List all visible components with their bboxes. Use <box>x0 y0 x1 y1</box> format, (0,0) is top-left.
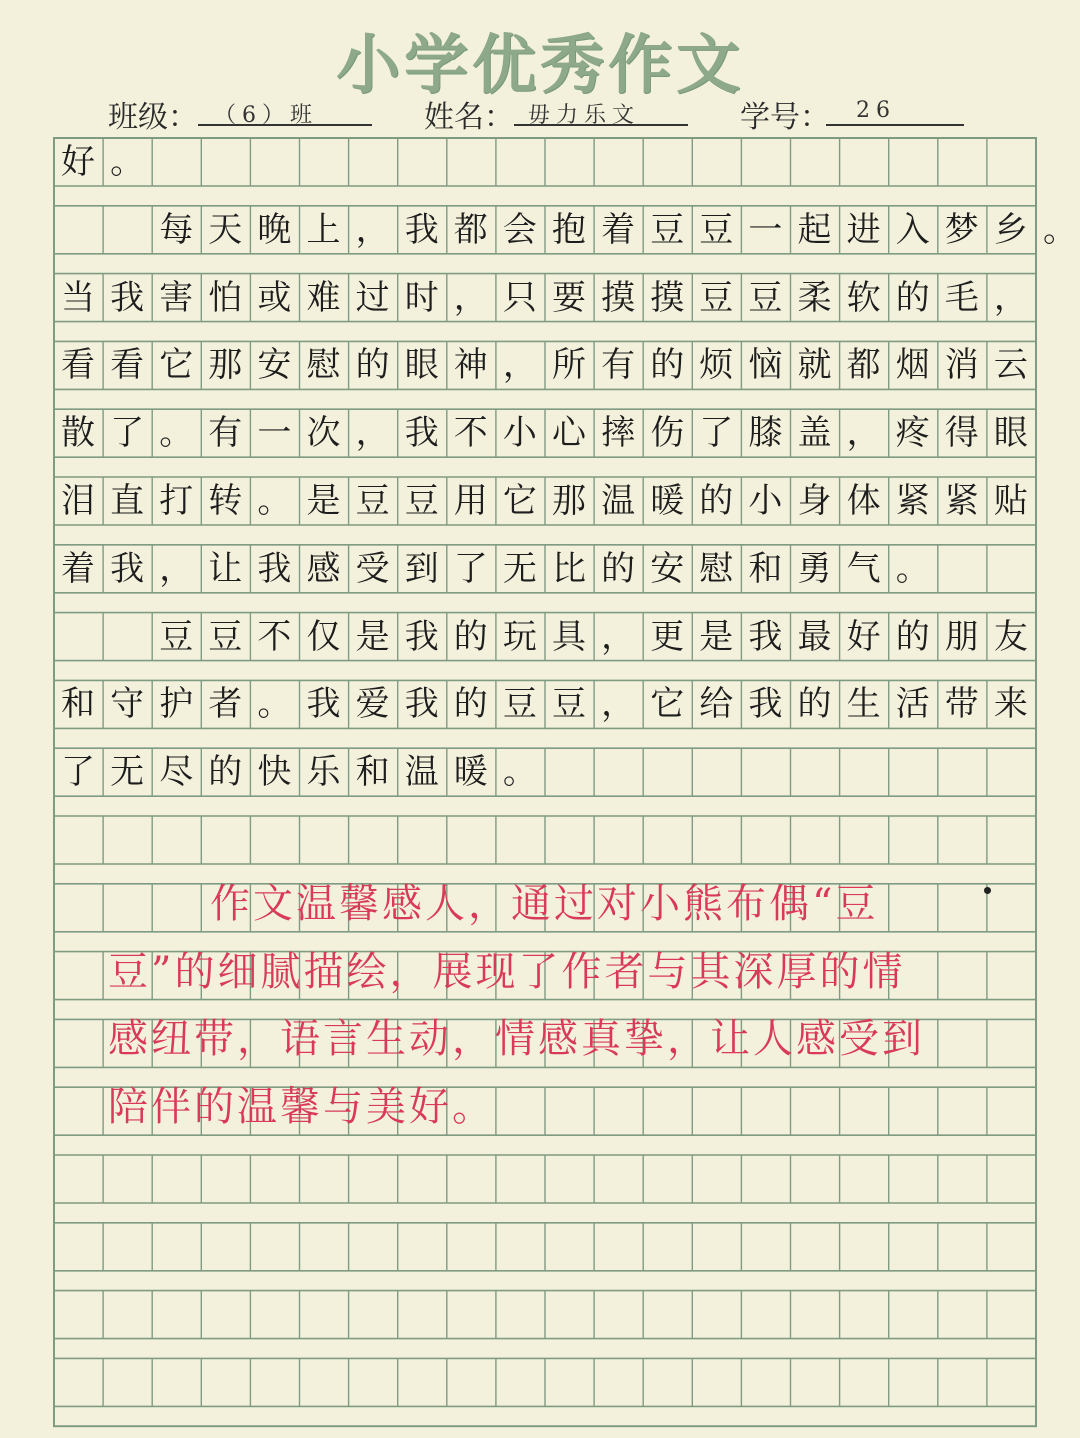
essay-char: 和 <box>748 548 783 589</box>
essay-char: 柔 <box>797 277 832 318</box>
essay-char: 我 <box>110 277 145 318</box>
essay-char: 都 <box>453 209 488 250</box>
essay-char: 着 <box>601 209 636 250</box>
essay-char: 气 <box>846 548 881 589</box>
essay-char: 具 <box>552 616 586 657</box>
essay-char: 到 <box>404 548 439 589</box>
essay-char: 。 <box>502 752 537 793</box>
essay-char: 豆 <box>502 684 537 725</box>
essay-char: 豆 <box>552 684 586 725</box>
essay-char: 感 <box>306 548 341 589</box>
essay-char: 它 <box>650 684 685 725</box>
essay-char: ， <box>846 413 881 454</box>
page-title: 小学优秀作文 <box>336 29 744 103</box>
essay-char: 心 <box>552 413 586 454</box>
essay-char: 无 <box>110 752 145 793</box>
essay-char: 用 <box>453 481 488 521</box>
essay-char: 。 <box>159 413 194 454</box>
essay-char: 盖 <box>797 413 832 454</box>
essay-char: 小 <box>748 481 783 521</box>
name-label: 姓名： <box>424 100 514 135</box>
essay-char: 的 <box>650 345 685 386</box>
essay-char: 。 <box>257 481 292 521</box>
comment-line: 作文温馨感人，通过对小熊布偶“豆 <box>210 880 879 927</box>
essay-char: 梦 <box>944 209 979 250</box>
essay-char: 暖 <box>650 481 685 521</box>
essay-char: 安 <box>257 345 292 386</box>
essay-char: 好 <box>846 616 881 657</box>
essay-char: 天 <box>208 209 243 250</box>
essay-char: 贴 <box>993 481 1028 521</box>
essay-char: 我 <box>404 684 439 725</box>
essay-char: 晚 <box>257 209 292 250</box>
essay-char: 小 <box>502 413 537 454</box>
essay-char: 我 <box>404 413 439 454</box>
essay-char: 了 <box>453 548 488 589</box>
essay-char: 起 <box>797 209 832 250</box>
essay-char: 怕 <box>208 277 243 318</box>
essay-char: 温 <box>404 752 439 793</box>
essay-char: 安 <box>650 548 685 589</box>
essay-char: 当 <box>61 277 95 318</box>
essay-char: 不 <box>257 616 292 657</box>
number-value: 26 <box>856 98 896 123</box>
essay-char: 豆 <box>404 481 439 521</box>
essay-char: 我 <box>404 209 439 250</box>
essay-char: 我 <box>257 548 292 589</box>
essay-char: 我 <box>748 616 783 657</box>
essay-char: 我 <box>306 684 341 725</box>
essay-char: 打 <box>159 481 194 521</box>
essay-char: 快 <box>257 752 292 793</box>
essay-char: 体 <box>846 481 881 521</box>
essay-char: 尽 <box>159 752 194 793</box>
essay-char: 和 <box>61 684 95 725</box>
essay-char: 玩 <box>502 616 537 657</box>
essay-char: ， <box>993 277 1028 318</box>
essay-char: 看 <box>110 345 145 386</box>
essay-char: 一 <box>748 209 783 250</box>
essay-char: 会 <box>502 209 537 250</box>
essay-char: 是 <box>355 616 390 657</box>
essay-char: 给 <box>699 684 734 725</box>
essay-char: 那 <box>552 481 586 521</box>
essay-char: 要 <box>552 277 586 318</box>
essay-char: 慰 <box>306 345 341 386</box>
essay-char: 守 <box>110 684 145 725</box>
essay-char: 摸 <box>601 277 636 318</box>
essay-char: 恼 <box>748 345 783 386</box>
essay-char: 我 <box>404 616 439 657</box>
essay-char: 勇 <box>797 548 832 589</box>
essay-char: 是 <box>699 616 734 657</box>
essay-char: 好 <box>61 142 95 182</box>
essay-char: 的 <box>453 616 488 657</box>
essay-char: 身 <box>797 481 832 521</box>
essay-char: 是 <box>306 481 341 521</box>
essay-char: 次 <box>306 413 341 454</box>
essay-char: 不 <box>453 413 488 454</box>
essay-char: 它 <box>502 481 537 521</box>
essay-char: 豆 <box>159 616 194 657</box>
essay-char: 所 <box>552 345 586 386</box>
essay-char: 豆 <box>699 209 734 250</box>
essay-char: 仅 <box>306 616 341 657</box>
essay-char: 了 <box>110 413 145 454</box>
essay-char: 。 <box>257 684 292 725</box>
essay-char: 神 <box>453 345 488 386</box>
essay-char: 过 <box>355 277 390 318</box>
essay-char: 烟 <box>895 345 930 386</box>
essay-char: 进 <box>846 209 881 250</box>
number-label: 学号： <box>740 100 830 135</box>
essay-char: 带 <box>944 684 979 725</box>
essay-char: 豆 <box>748 277 783 318</box>
essay-char: 的 <box>208 752 243 793</box>
essay-char: 它 <box>159 345 194 386</box>
essay-char: 了 <box>699 413 734 454</box>
essay-char: 难 <box>306 277 341 318</box>
essay-char: 摔 <box>601 413 636 454</box>
essay-char: 摸 <box>650 277 685 318</box>
essay-char: 。 <box>1043 209 1077 250</box>
essay-char: 毛 <box>944 277 979 318</box>
essay-char: 温 <box>601 481 636 521</box>
essay-char: 朋 <box>944 616 979 657</box>
essay-char: 就 <box>797 345 832 386</box>
essay-char: 来 <box>993 684 1028 725</box>
essay-char: ， <box>601 684 636 725</box>
essay-char: 。 <box>895 548 930 589</box>
essay-char: ， <box>355 413 390 454</box>
essay-char: 更 <box>650 616 685 657</box>
essay-char: ， <box>355 209 390 250</box>
class-value: （6）班 <box>214 103 318 128</box>
essay-char: 友 <box>993 616 1028 657</box>
essay-char: 烦 <box>699 345 734 386</box>
essay-char: 转 <box>208 481 243 521</box>
essay-char: 活 <box>895 684 930 725</box>
essay-char: 的 <box>895 616 930 657</box>
class-label: 班级： <box>108 100 198 135</box>
name-value: 毋力乐文 <box>528 103 641 128</box>
essay-char: 的 <box>797 684 832 725</box>
comment-line: 感纽带，语言生动，情感真挚，让人感受到 <box>108 1016 925 1063</box>
essay-char: ， <box>159 548 194 589</box>
essay-char: 和 <box>355 752 390 793</box>
essay-char: 。 <box>110 142 145 182</box>
essay-char: 眼 <box>404 345 439 386</box>
essay-char: 时 <box>404 277 439 318</box>
essay-char: 那 <box>208 345 243 386</box>
essay-char: 比 <box>552 548 586 589</box>
essay-char: 豆 <box>208 616 243 657</box>
essay-char: 膝 <box>748 413 783 454</box>
essay-char: 最 <box>797 616 832 657</box>
essay-char: 我 <box>110 548 145 589</box>
essay-char: 疼 <box>895 413 930 454</box>
ink-dot <box>984 887 991 894</box>
essay-char: 只 <box>502 277 537 318</box>
essay-char: 紧 <box>944 481 979 521</box>
essay-char: 一 <box>257 413 292 454</box>
essay-char: 直 <box>110 481 145 521</box>
essay-char: ， <box>502 345 537 386</box>
essay-char: 慰 <box>699 548 734 589</box>
comment-line: 陪伴的温馨与美好。 <box>108 1084 495 1131</box>
essay-char: 害 <box>159 277 194 318</box>
essay-char: 豆 <box>650 209 685 250</box>
essay-char: 有 <box>601 345 636 386</box>
essay-char: 都 <box>846 345 881 386</box>
essay-char: 每 <box>159 209 194 250</box>
essay-char: 云 <box>993 345 1028 386</box>
essay-char: 受 <box>355 548 390 589</box>
essay-char: 软 <box>846 277 881 318</box>
essay-char: 乐 <box>306 752 341 793</box>
essay-char: 有 <box>208 413 243 454</box>
essay-char: 入 <box>895 209 930 250</box>
essay-char: 散 <box>61 413 95 454</box>
essay-char: 了 <box>61 752 95 793</box>
essay-char: 着 <box>61 548 95 589</box>
essay-char: 或 <box>257 277 292 318</box>
essay-char: 生 <box>846 684 881 725</box>
essay-char: ， <box>601 616 636 657</box>
essay-char: 紧 <box>895 481 930 521</box>
essay-char: 乡 <box>993 209 1028 250</box>
essay-char: 眼 <box>993 413 1028 454</box>
essay-char: 豆 <box>355 481 390 521</box>
essay-char: 上 <box>306 209 341 250</box>
essay-char: 暖 <box>453 752 488 793</box>
comment-line: 豆”的细腻描绘，展现了作者与其深厚的情 <box>108 948 906 995</box>
essay-char: 豆 <box>699 277 734 318</box>
essay-char: 的 <box>453 684 488 725</box>
essay-char: 我 <box>748 684 783 725</box>
essay-char: 无 <box>502 548 537 589</box>
essay-char: 者 <box>208 684 243 725</box>
essay-char: 的 <box>355 345 390 386</box>
essay-char: 的 <box>895 277 930 318</box>
essay-char: 抱 <box>552 209 586 250</box>
essay-char: 看 <box>61 345 95 386</box>
essay-char: 伤 <box>650 413 685 454</box>
essay-char: 让 <box>208 548 243 589</box>
essay-char: 泪 <box>61 481 95 521</box>
essay-char: 得 <box>944 413 979 454</box>
essay-char: 爱 <box>355 684 390 725</box>
essay-char: 消 <box>944 345 979 386</box>
essay-char: 的 <box>601 548 636 589</box>
essay-char: 的 <box>699 481 734 521</box>
essay-char: ， <box>453 277 488 318</box>
essay-char: 护 <box>159 684 194 725</box>
